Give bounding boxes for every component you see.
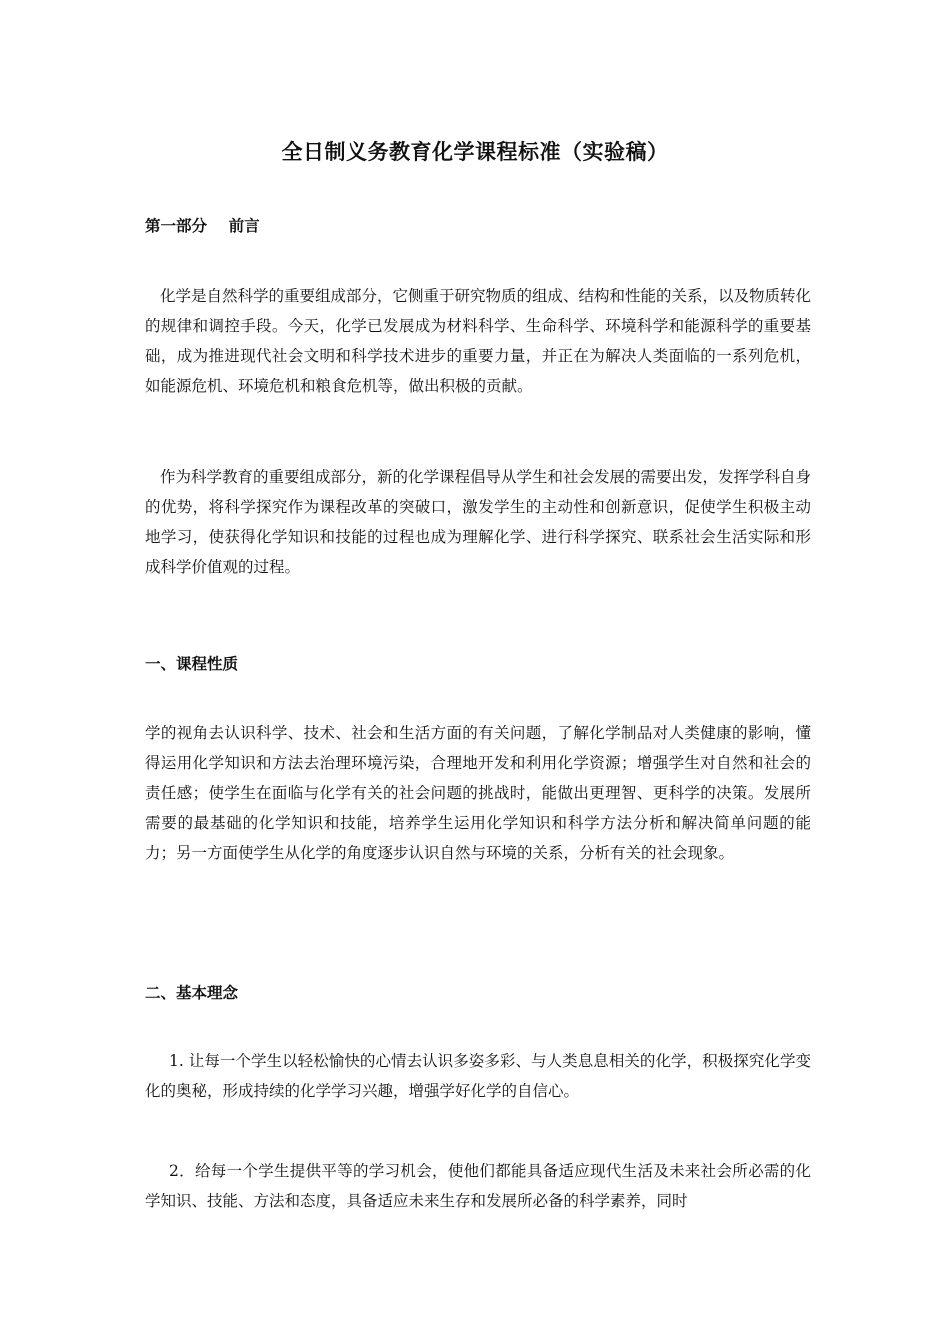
document-title: 全日制义务教育化学课程标准（实验稿） (281, 140, 669, 164)
principle-item-2: 2．给每一个学生提供平等的学习机会，使他们都能具备适应现代生活及未来社会所必需的化学知识、技能、方法和态度，具备适应未来生存和发展所必备的科学素养，同时 (145, 1162, 811, 1210)
preface-paragraph-1: 化学是自然科学的重要组成部分，它侧重于研究物质的组成、结构和性能的关系，以及物质转化的规律和调控手段。今天，化学已发展成为材料科学、生命科学、环境科学和能源科学的重要基础，成为推进现代社会文明和科学技术进步的重要力量，并正在为解决人类面临的一系列危机，如能源危机、环境危机和粮食危机等，做出积极的贡献。 (145, 287, 812, 395)
preface-paragraph-2: 作为科学教育的重要组成部分，新的化学课程倡导从学生和社会发展的需要出发，发挥学科自身的优势，将科学探究作为课程改革的突破口，激发学生的主动性和创新意识，促使学生积极主动地学习，使获得化学知识和技能的过程也成为理解化学、进行科学探究、联系社会生活实际和形成科学价值观的过程。 (145, 468, 812, 576)
principle-item-1: 1. 让每一个学生以轻松愉快的心情去认识多姿多彩、与人类息息相关的化学，积极探究化学变化的奥秘，形成持续的化学学习兴趣，增强学好化学的自信心。 (145, 1052, 811, 1100)
section-heading-basic-principles: 二、基本理念 (145, 984, 239, 1002)
section-heading-course-nature: 一、课程性质 (145, 655, 239, 673)
part-heading: 第一部分 前言 (145, 217, 260, 235)
course-nature-paragraph: 学的视角去认识科学、技术、社会和生活方面的有关问题，了解化学制品对人类健康的影响，懂得运用化学知识和方法去治理环境污染，合理地开发和利用化学资源；增强学生对自然和社会的责任感；使学生在面临与化学有关的社会问题的挑战时，能做出更理智、更科学的决策。发展所需要的最基础的化学知识和技能，培养学生运用化学知识和科学方法分析和解决简单问题的能力；另一方面使学生从化学的角度逐步认识自然与环境的关系，分析有关的社会现象。 (145, 724, 811, 862)
